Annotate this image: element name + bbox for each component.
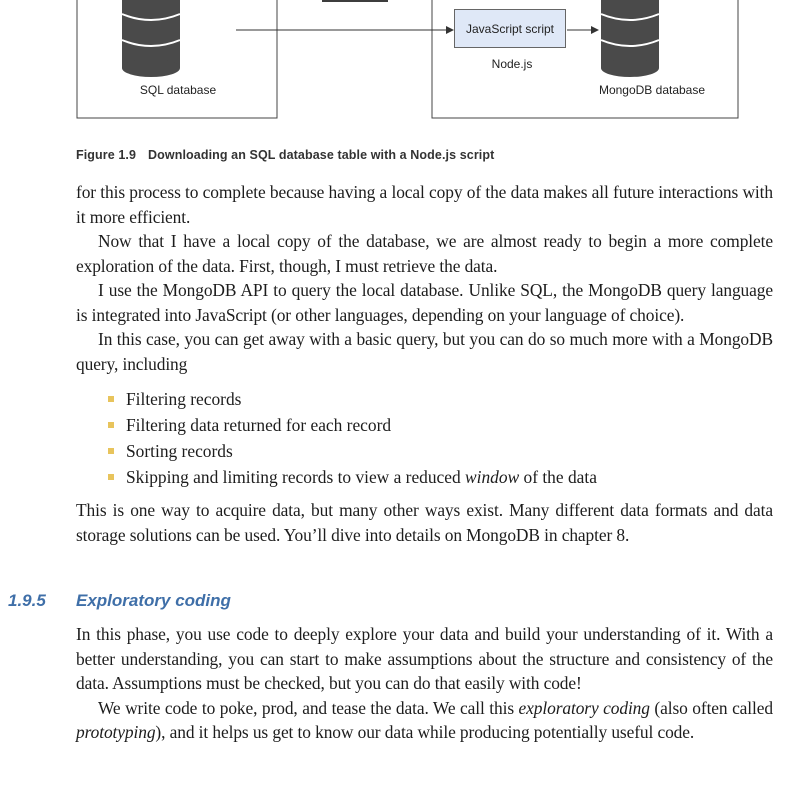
section-paragraph-1: In this phase, you use code to deeply explore your data and build your understanding of it. With a better understanding, you can start to make assumptions about the structure and consistency of the data. Assumptions must be checked, but you can do that easily with code!	[76, 624, 773, 693]
list-item: Sorting records	[76, 438, 773, 464]
window-emphasis: window	[465, 467, 520, 487]
diagram-svg	[0, 0, 800, 130]
sql-database-label: SQL database	[139, 83, 217, 97]
figure-caption	[76, 148, 494, 162]
body-text	[76, 180, 773, 547]
query-features-list	[76, 386, 773, 490]
section-heading	[8, 591, 231, 611]
paragraph-4: In this case, you can get away with a basic query, but you can do so much more with a MongoDB query, including	[76, 329, 773, 374]
section-body	[76, 622, 773, 745]
list-item	[76, 464, 773, 490]
nodejs-label: Node.js	[491, 57, 533, 71]
figure-title: Downloading an SQL database table with a Node.js script	[148, 148, 495, 162]
list-item: Filtering data returned for each record	[76, 412, 773, 438]
paragraph-3: I use the MongoDB API to query the local database. Unlike SQL, the MongoDB query language is integrated into JavaScript (or other languages, depending on your language of choice).	[76, 280, 773, 325]
exploratory-coding-emphasis: exploratory coding	[518, 697, 650, 718]
p2-text-mid: (also often called	[649, 697, 773, 718]
p2-text-start: We write code to poke, prod, and tease the data. We call this	[98, 697, 519, 718]
p2-text-end: ), and it helps us get to know our data while producing potentially useful code.	[155, 722, 695, 742]
figure-diagram	[0, 0, 800, 130]
section-title: Exploratory coding	[76, 591, 231, 610]
sql-database-icon	[122, 0, 180, 77]
mongodb-database-icon	[601, 0, 659, 77]
paragraph-2: Now that I have a local copy of the database, we are almost ready to begin a more complete exploration of the data. First, though, I must retrieve the data.	[76, 231, 773, 276]
paragraph-5: This is one way to acquire data, but many other ways exist. Many different data formats and data storage solutions can be used. You’ll dive into details on MongoDB in chapter 8.	[76, 500, 773, 545]
prototyping-emphasis: prototyping	[76, 722, 156, 742]
section-number: 1.9.5	[8, 591, 46, 610]
javascript-script-label: JavaScript script	[465, 21, 555, 36]
mongodb-database-label: MongoDB database	[598, 83, 706, 97]
section-paragraph-2	[76, 696, 773, 745]
list-item: Filtering records	[76, 386, 773, 412]
list-item-text: Skipping and limiting records to view a reduced	[126, 467, 466, 487]
javascript-script-box	[454, 9, 566, 48]
list-item-text-end: of the data	[519, 467, 597, 487]
figure-number: Figure 1.9	[76, 148, 137, 162]
paragraph-1: for this process to complete because having a local copy of the data makes all future interactions with it more efficient.	[76, 182, 773, 227]
partial-dark-box	[322, 0, 388, 2]
